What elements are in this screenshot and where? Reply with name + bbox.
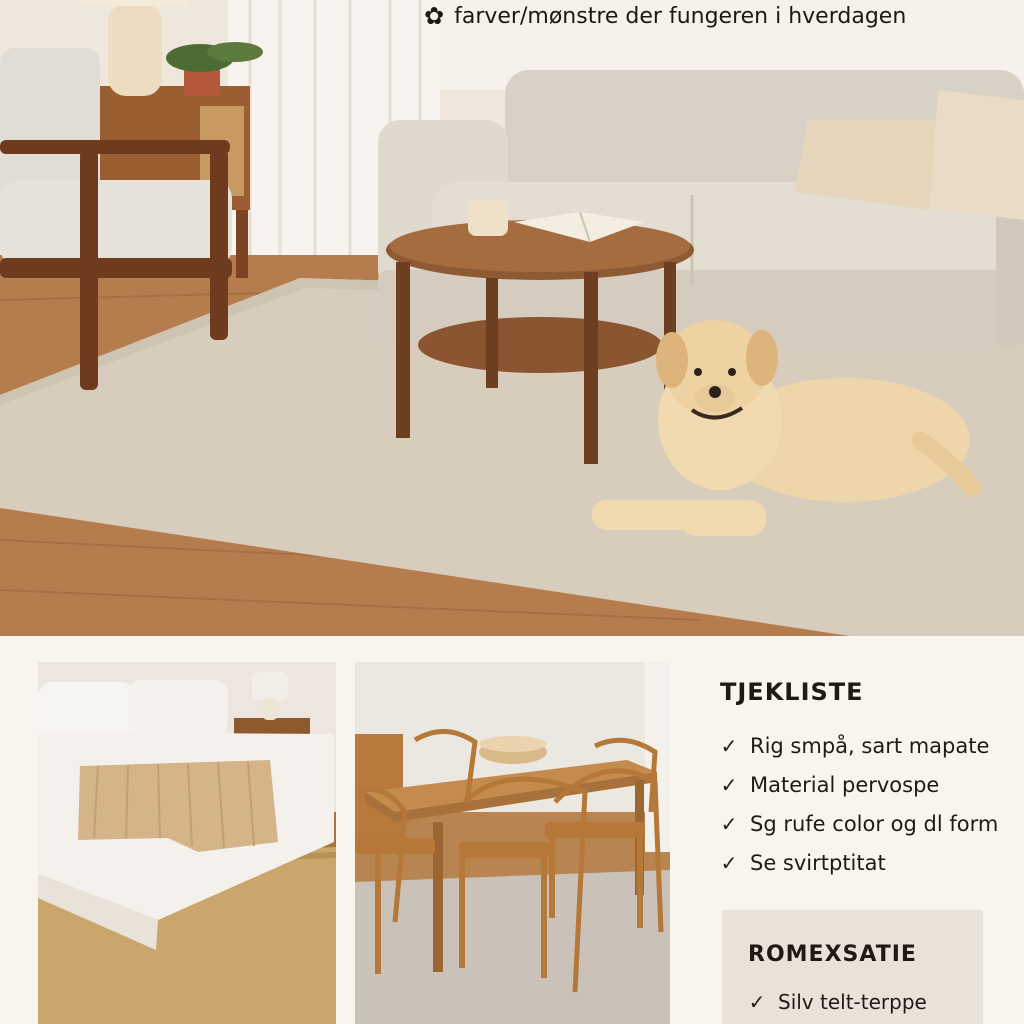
info-box <box>722 910 983 1024</box>
checklist-item-label: Rig smpå, sart mapate <box>750 733 990 758</box>
checklist-item-label: Material pervospe <box>750 772 940 797</box>
flower-icon: ✿ <box>424 2 445 30</box>
check-icon: ✓ <box>720 811 738 836</box>
check-icon: ✓ <box>748 990 766 1014</box>
hero-caption-text: farver/mønstre der fungeren i hverdagen <box>454 3 907 29</box>
checklist-section <box>720 678 1010 882</box>
check-icon: ✓ <box>720 850 738 875</box>
bedroom-illustration <box>38 662 336 1024</box>
info-box-item <box>748 990 927 1014</box>
bedroom-image <box>38 662 336 1024</box>
dining-room-image <box>355 662 670 1024</box>
checklist-item <box>720 804 1010 843</box>
checklist-item <box>720 765 1010 804</box>
dining-illustration <box>355 662 670 1024</box>
checklist-title: TJEKLISTE <box>720 678 864 706</box>
checklist-item-label: Se svirtptitat <box>750 850 886 875</box>
check-icon: ✓ <box>720 772 738 797</box>
checklist-item <box>720 726 1010 765</box>
checklist-list <box>720 726 1010 882</box>
info-box-title: ROMEXSATIE <box>748 942 917 967</box>
info-box-item-label: Silv telt-terppe <box>778 990 927 1014</box>
hero-caption <box>424 0 906 32</box>
checklist-item-label: Sg rufe color og dl form <box>750 811 999 836</box>
checklist-item <box>720 843 1010 882</box>
check-icon: ✓ <box>720 733 738 758</box>
